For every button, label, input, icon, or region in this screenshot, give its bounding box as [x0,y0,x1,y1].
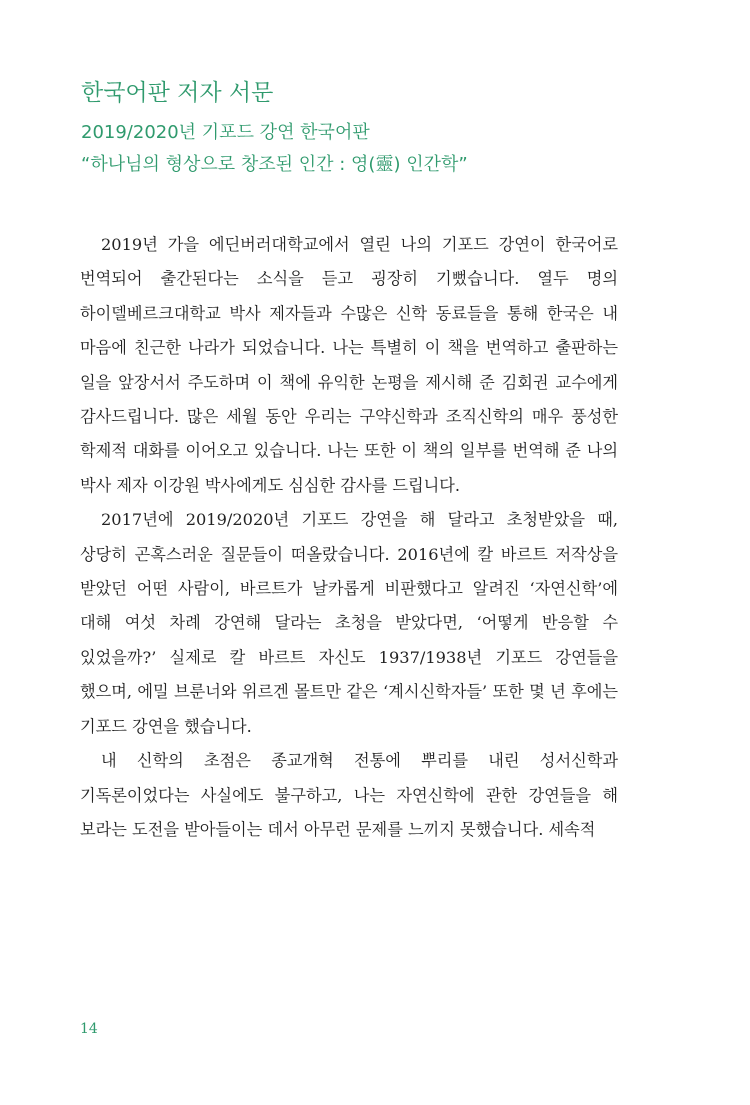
paragraph-2: 2017년에 2019/2020년 기포드 강연을 해 달라고 초청받았을 때, 상당히 곤혹스러운 질문들이 떠올랐습니다. 2016년에 칼 바르트 저작상을 받았던 어떤 사람이, 바르트가 날카롭게 비판했다고 알려진 ‘자연신학’에 대해 여섯 차례 강연해 달라는 초청을 받았다면, ‘어떻게 반응할 수 있었을까?’ 실제로 칼 바르트 자신도 1937/1938년 기포드 강연들을 했으며, 에밀 브룬너와 위르겐 몰트만 같은 ‘계시신학자들’ 또한 몇 년 후에는 기포드 강연을 했습니다. [80,510,618,736]
page-number: 14 [80,1021,98,1037]
lecture-title: “하나님의 형상으로 창조된 인간 : 영(靈) 인간학” [81,154,468,175]
preface-title: 한국어판 저자 서문 [81,80,274,106]
preface-subtitle: 2019/2020년 기포드 강연 한국어판 [81,122,370,143]
body-text [80,228,618,847]
paragraph-3: 내 신학의 초점은 종교개혁 전통에 뿌리를 내린 성서신학과 기독론이었다는 사실에도 불구하고, 나는 자연신학에 관한 강연들을 해 보라는 도전을 받아들이는 데서 아무런 문제를 느끼지 못했습니다. 세속적 [80,751,618,839]
paragraph-1: 2019년 가을 에딘버러대학교에서 열린 나의 기포드 강연이 한국어로 번역되어 출간된다는 소식을 듣고 굉장히 기뻤습니다. 열두 명의 하이델베르크대학교 박사 제자들과 수많은 신학 동료들을 통해 한국은 내 마음에 친근한 나라가 되었습니다. 나는 특별히 이 책을 번역하고 출판하는 일을 앞장서서 주도하며 이 책에 유익한 논평을 제시해 준 김회권 교수에게 감사드립니다. 많은 세월 동안 우리는 구약신학과 조직신학의 매우 풍성한 학제적 대화를 이어오고 있습니다. 나는 또한 이 책의 일부를 번역해 준 나의 박사 제자 이강원 박사에게도 심심한 감사를 드립니다. [80,235,618,495]
